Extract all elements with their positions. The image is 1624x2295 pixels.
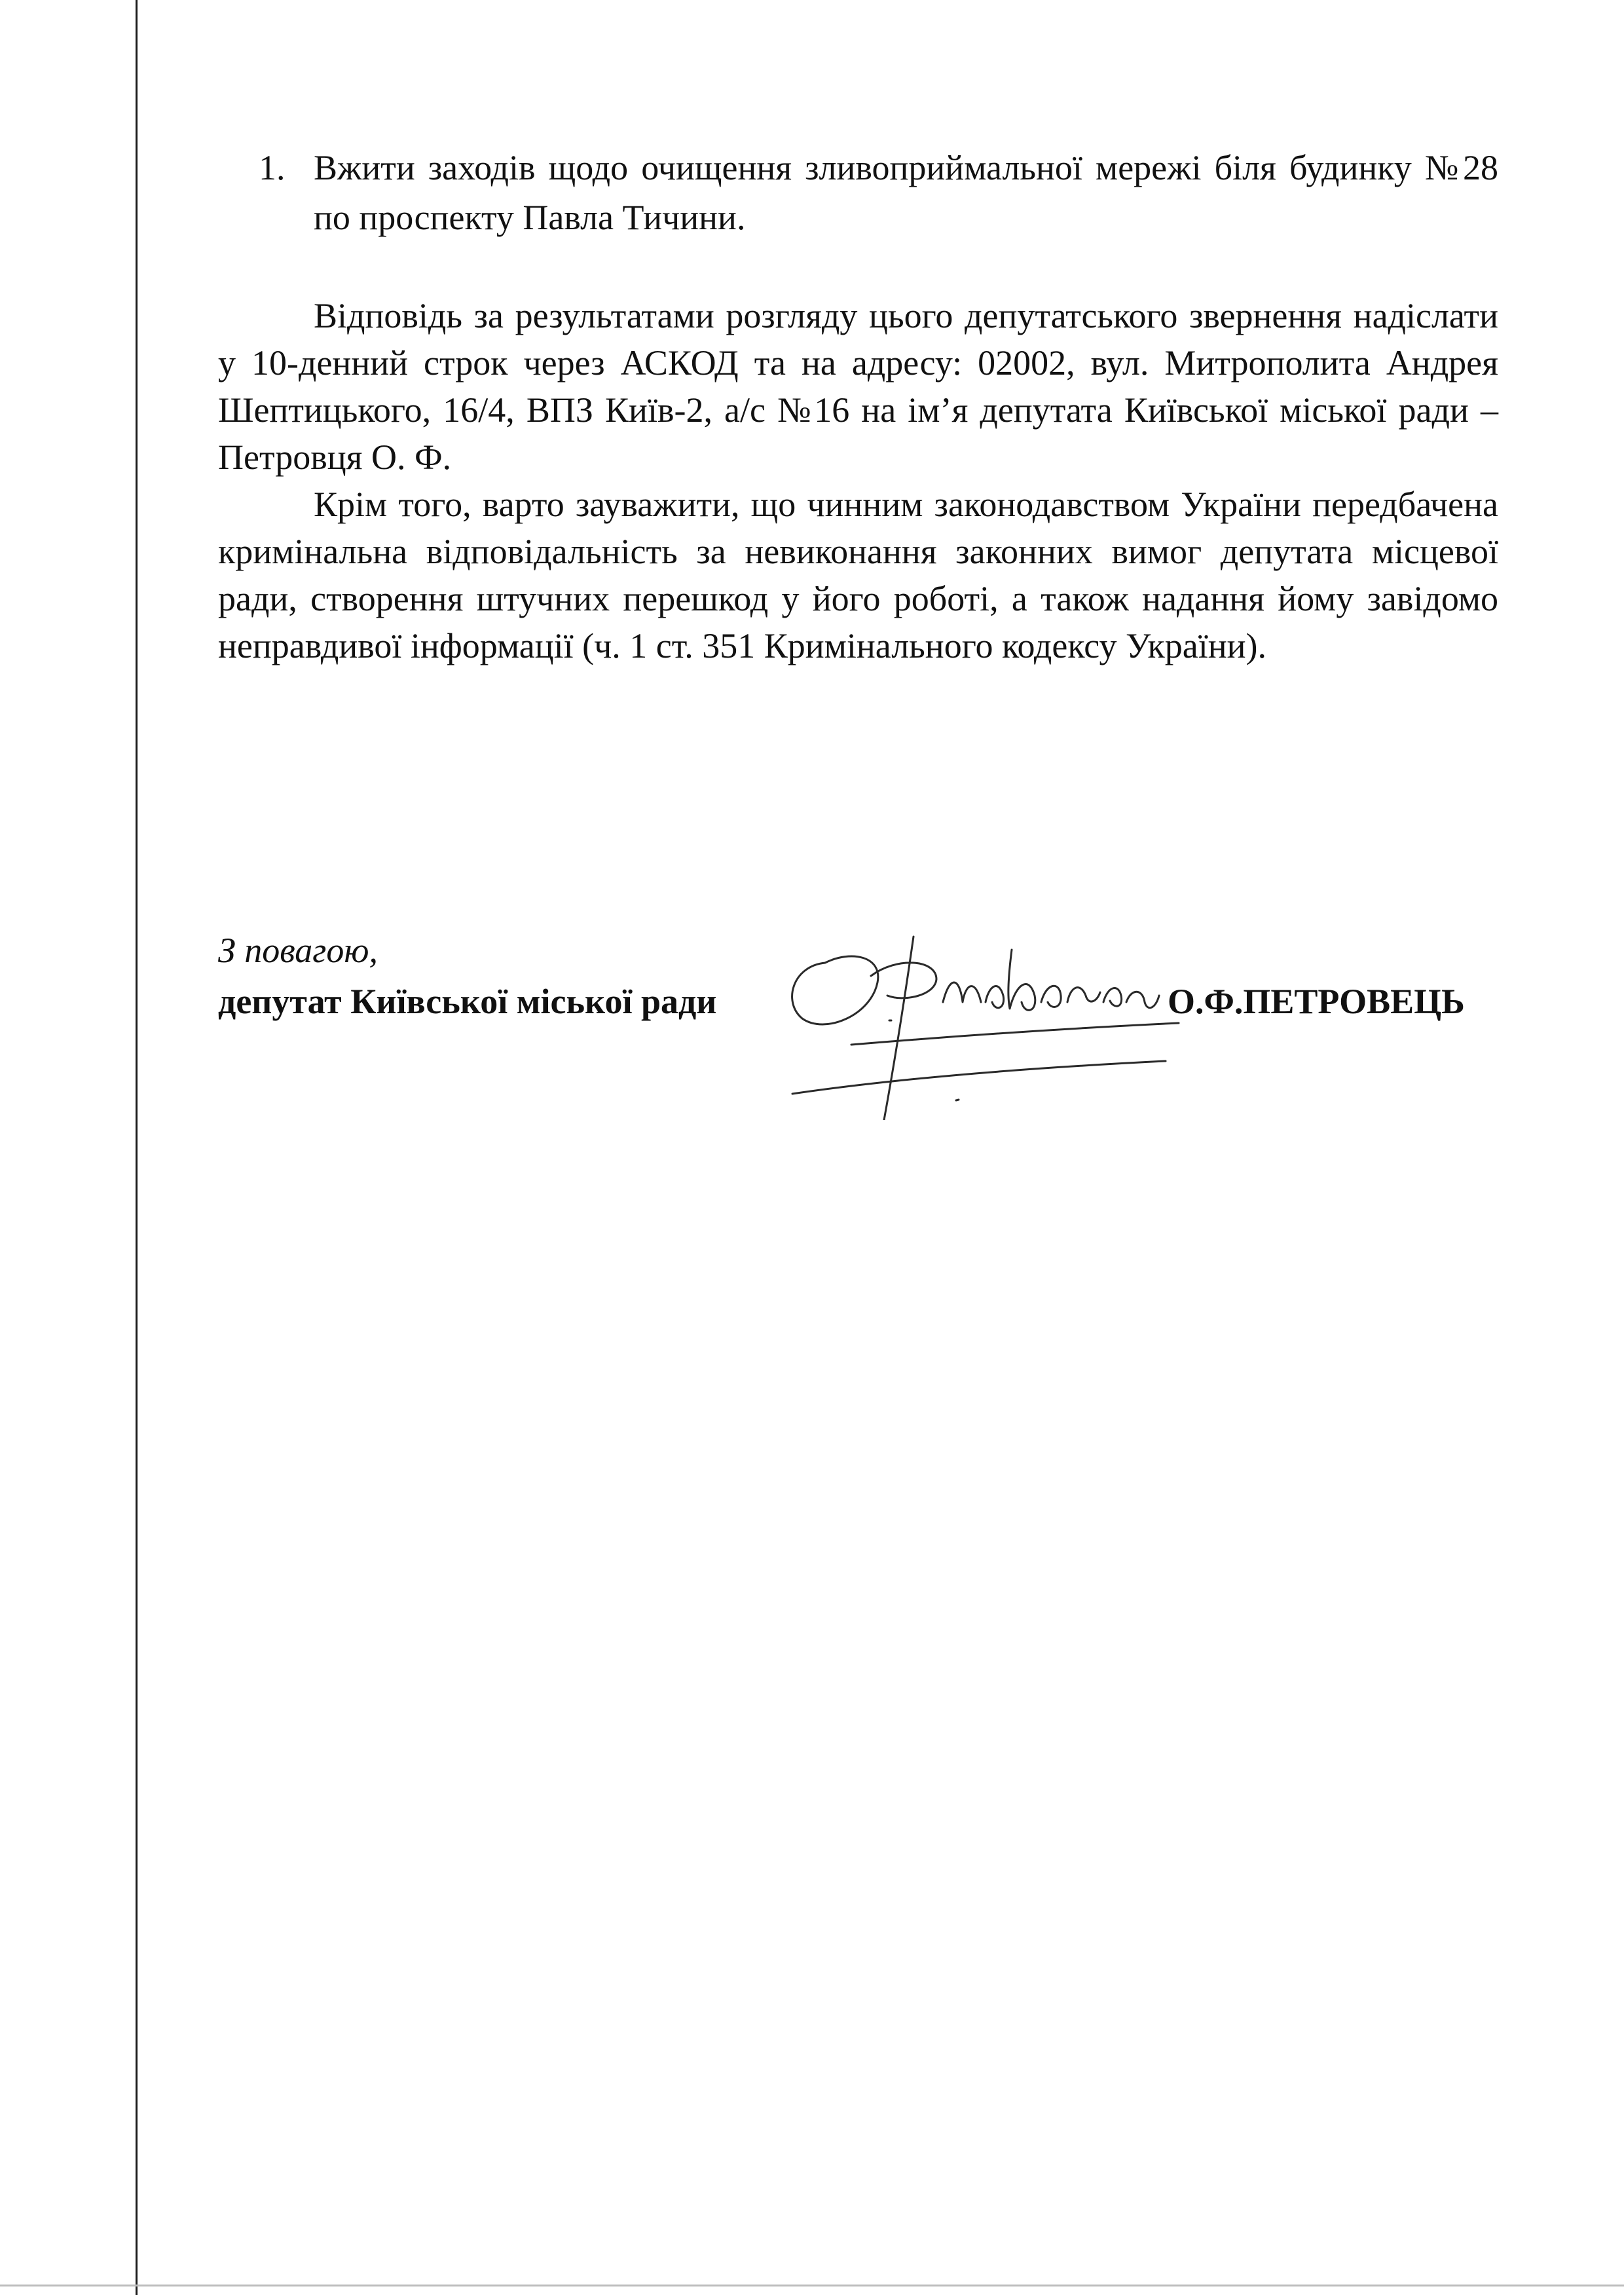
signer-name: О.Ф.ПЕТРОВЕЦЬ <box>1168 982 1465 1021</box>
bottom-edge-line <box>0 2285 1624 2286</box>
closing-greeting: З повагою, <box>218 931 378 970</box>
numbered-list-item <box>218 143 1498 242</box>
signer-position: депутат Київської міської ради <box>218 982 717 1021</box>
binding-margin-line <box>136 0 138 2295</box>
response-paragraph: Відповідь за результатами розгляду цього депутатського звернення надіслати у 10-денний строк через АСКОД та на адресу: 02002, вул. Митрополита Андрея Шептицького, 16/4, ВПЗ Київ-2, а/с №16 на ім’я депутата Київської міської ради – Петровця О. Ф. <box>218 296 1498 477</box>
liability-paragraph: Крім того, варто зауважити, що чинним законодавством України передбачена кримінальна відповідальність за невиконання законних вимог депутата місцевої ради, створення штучних перешкод у його роботі, а також надання йому завідомо неправдивої інформації (ч. 1 ст. 351 Кримінального кодексу України). <box>218 485 1498 665</box>
document-body <box>218 292 1498 669</box>
handwritten-signature <box>773 904 1205 1120</box>
closing-block <box>218 925 716 1027</box>
list-item-number: 1. <box>259 148 286 187</box>
list-item-text: Вжити заходів щодо очищення зливоприймальної мережі біля будинку №28 по проспекту Павла Тичини. <box>314 148 1498 237</box>
